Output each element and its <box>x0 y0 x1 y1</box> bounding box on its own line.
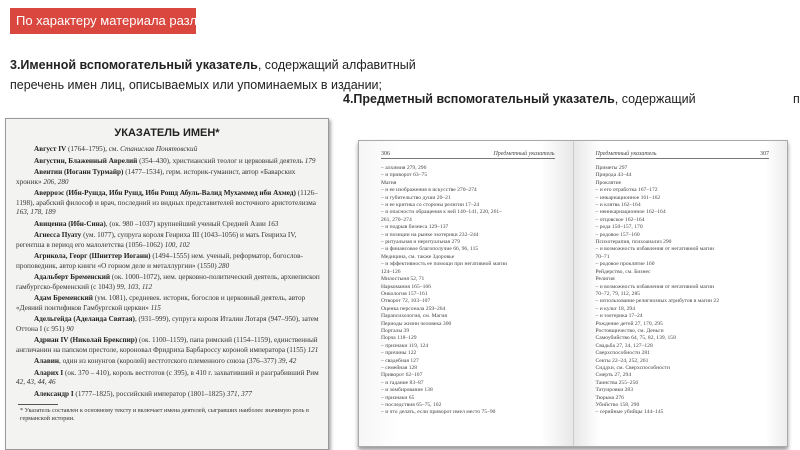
subject-entry: Порталы 39 <box>381 327 410 334</box>
entry-pages: 115 <box>150 303 161 312</box>
subject-entry: 261, 270–274 <box>381 216 412 223</box>
entry-text: , (931–999), супруга короля Италии Лотаря (947–950), затем Оттона I (с 951) <box>16 315 319 333</box>
entry-name: Август IV <box>34 145 67 153</box>
subject-entry: Приметы 297 <box>595 165 628 171</box>
subject-entry: Религия <box>595 276 615 283</box>
entry-text: (ок. 1100–1159), папа римский (1154–1159), единственный англичанин на папском престоле, короновал Фридриха Барбароссу короной императора (1155) <box>16 336 318 354</box>
subject-index-book <box>358 140 788 447</box>
subject-entry: – семейная 128 <box>381 364 418 371</box>
entry-pages: 90 <box>66 324 74 333</box>
subject-entry: – неинкарнационное 162–164 <box>595 209 666 216</box>
subject-entry: – алхимия 279, 296 <box>381 165 427 171</box>
running-head-left <box>381 151 555 159</box>
subject-entry: – и финансовое благополучие 66, 96, 115 <box>381 246 479 253</box>
index-entry <box>16 220 322 230</box>
subject-entry: Татуировки 283 <box>595 387 634 394</box>
subject-entry: Тюрьма 276 <box>595 394 624 401</box>
subject-entry: Психотерапия, психоанализ 290 <box>595 239 672 246</box>
item-4-text <box>343 92 696 106</box>
subject-entry: – инкарнационное 161–162 <box>595 194 661 201</box>
subject-entry: – родовое 157–160 <box>595 231 640 238</box>
subject-entry: Магия <box>381 179 397 186</box>
entry-pages: 39, 42 <box>278 357 297 365</box>
index-entry <box>16 294 322 313</box>
running-head-right <box>596 151 770 159</box>
subject-entry: – использование религиозных атрибутов в магии 22 <box>595 298 720 305</box>
entry-text: (ок. 370 – 410), король вестготов (с 395), в 410 г. захвативший и разграбивший Рим <box>63 368 319 377</box>
subject-entry: Онкология 157–161 <box>381 290 428 297</box>
entry-text: (1494–1555) нем. ученый, реформатор, богослов-проповедник, автор книги «О горном деле и металлургии» (1550) <box>16 252 303 270</box>
index-entry <box>16 315 322 334</box>
entry-text: (1477–1534), герм. историк-гуманист, автор «Баварских хроник» <box>16 168 296 186</box>
subject-entry: Периоды жизни человека 300 <box>381 320 452 327</box>
entry-pages: Станислав Понятовский <box>120 145 198 153</box>
entry-text: (ум. 1077), супруга короля Генриха III (1043–1056) и мать Генриха IV, регентша в период его малолетства (1056–1062) <box>16 231 297 249</box>
entry-name: Алавин <box>34 357 59 365</box>
entry-text: (ум. 1081), средневек. историк, богослов и церковный деятель, автор «Деяний понтификов Гамбургской церкви» <box>16 294 306 312</box>
index-entry <box>16 273 322 292</box>
subject-entry: – и возможность избавления от негативной магии <box>595 246 715 253</box>
book-page-left <box>359 141 574 446</box>
subject-entry: Оценка персонала 259–264 <box>381 305 446 312</box>
index-entry <box>16 168 322 187</box>
entry-pages: 121 <box>307 345 319 354</box>
entry-name: Авентин (Иоганн Турмайр) <box>34 168 124 176</box>
entry-text: (354–430), христианский теолог и церковный деятель <box>137 156 305 165</box>
entry-pages: 99, 103, 112 <box>116 282 153 291</box>
running-head-title: Предметный указатель <box>493 151 555 157</box>
subject-entry: – свадебная 127 <box>381 357 419 364</box>
subject-entry: – и клятва 162–164 <box>595 202 641 209</box>
index-entry <box>16 357 322 367</box>
entry-text: (ок. 1000–1072), нем. церковно-политический деятель, архиепископ гамбургско-бременский (с 1043) <box>16 273 320 291</box>
index-entry <box>16 157 322 167</box>
subject-entry: Секты 22–24, 252, 261 <box>595 357 649 364</box>
subject-entry: – и губительство души 20–21 <box>381 194 451 201</box>
subject-entry: Проклятие <box>595 179 622 186</box>
entry-name: Авиценна (Ибн-Сина) <box>34 219 106 228</box>
subject-entry: Свадьба 27, 34, 127–128 <box>595 342 653 349</box>
entry-text: , (ок. 980 –1037) крупнейший ученый Средней Азии <box>105 219 268 228</box>
subject-entry: Убийство 158, 290 <box>595 402 640 408</box>
subject-entry: – и подрыв бизнеса 129–137 <box>381 224 449 231</box>
entry-name: Адриан IV (Николай Брекспир) <box>34 336 138 344</box>
subject-entry: – и гадание 83–87 <box>381 379 424 386</box>
subject-entry: – и приворот 63–75 <box>381 172 428 179</box>
entry-text: , один из конунгов (королей) вестготского племенного союза (376–377) <box>58 357 279 365</box>
entry-pages: 42, 43, 44, 46 <box>16 378 56 386</box>
subject-entry: Милостыня 52, 71 <box>381 276 425 283</box>
name-index-title: УКАЗАТЕЛЬ ИМЕН* <box>114 127 220 139</box>
subject-entry: – причины 122 <box>381 350 417 357</box>
subject-entry: Приворот 62–107 <box>381 372 423 379</box>
item-3-term: 3.Именной вспомогательный указатель <box>10 58 258 72</box>
page-number: 306 <box>381 151 390 157</box>
subject-entry: Медицина, см. также Здоровье <box>381 253 455 260</box>
entry-text: (1777–1825), российский император (1801–1825) <box>73 389 227 398</box>
entry-name: Агнесса Пуату <box>34 231 82 239</box>
item-3-rest: , содержащий алфавитный <box>257 58 416 72</box>
subject-entry: – и его отработка 167–172 <box>595 187 658 194</box>
subject-entry: – отцовское 162–164 <box>595 216 645 223</box>
subject-entry: – серийные убийцы 144–145 <box>595 409 664 416</box>
entry-pages: 163, 178, 189 <box>16 208 56 216</box>
subject-entry: Рождение детей 27, 170, 295 <box>595 320 663 327</box>
entry-pages: 179 <box>304 156 316 165</box>
index-entry <box>16 231 322 250</box>
item-3-line2: перечень имен лиц, описываемых или упоминаемых в издании; <box>10 78 383 92</box>
page-number: 307 <box>760 151 769 157</box>
footnote: * Указатель составлен к основному тексту и включает имена деятелей, сыгравших наиболее значимую роль в германской истории. <box>20 407 309 422</box>
subject-entry: Самоубийство 64, 75, 82, 139, 158 <box>595 335 676 342</box>
item-4-term: 4.Предметный вспомогательный указатель <box>343 92 615 106</box>
subject-entry: – последствия 65–75, 102 <box>381 402 442 408</box>
subject-entry: – и ее изображения в искусстве 270–274 <box>381 187 477 194</box>
subject-entry: – признаки 119, 124 <box>381 342 429 349</box>
subject-entry: – и культ 18, 294 <box>595 305 636 312</box>
subject-entry: – ритуальная и неритуальная 279 <box>381 239 460 246</box>
subject-entry: Порча 118–129 <box>381 335 417 342</box>
slide-heading: По характеру материала различаются: <box>10 8 196 34</box>
subject-entry: Смерть 27, 294 <box>595 372 632 379</box>
index-entry <box>16 189 322 218</box>
subject-entry: – и позиции на рынке эзотерики 232–244 <box>381 231 479 238</box>
entry-name: Адальберт Бременский <box>34 273 111 281</box>
subject-entry: 124–126 <box>381 268 401 275</box>
item-4-rest: , содержащий <box>614 92 696 106</box>
entry-text: (1764–1795), см. <box>66 145 121 153</box>
footnote-rule <box>18 404 58 405</box>
entry-name: Александр I <box>34 389 74 398</box>
subject-entry: Сверхспособности 281 <box>595 350 650 357</box>
index-entry <box>16 390 322 400</box>
index-entry <box>16 252 322 271</box>
item-3-text <box>10 55 510 95</box>
book-page-right <box>574 141 788 446</box>
subject-entry: 70–71 <box>595 253 610 260</box>
subject-entry: Природа 43–44 <box>595 172 632 179</box>
subject-entry: Рейдерство, см. Бизнес <box>595 268 651 275</box>
index-entry <box>16 336 322 355</box>
item-4-cut-text: п <box>793 92 800 106</box>
entry-text: (1126–1198), арабский философ и врач, последний из видных представителей восточного аристотелизма <box>16 189 318 207</box>
subject-entry: Наркомания 165–166 <box>381 283 431 290</box>
subject-entry: – и ее критика со стороны религии 17–24 <box>381 202 480 209</box>
entry-name: Агрикола, Георг (Шниттер Иоганн) <box>34 252 151 260</box>
subject-entry: Ростовщичество, см. Деньги <box>595 327 664 334</box>
entry-pages: 100, 102 <box>164 240 190 249</box>
entry-name: Адам Бременский <box>34 294 93 302</box>
subject-entry: – признаки 65 <box>381 394 415 401</box>
entry-name: Адельгейда (Аделаида Святая) <box>34 315 135 323</box>
subject-entry: Парапсихология, см. Магия <box>381 313 447 320</box>
subject-entry: Таинства 255–256 <box>595 379 639 386</box>
entry-pages: 371, 377 <box>226 389 252 398</box>
entry-pages: 163 <box>267 219 279 228</box>
subject-entry: – рода 150–157, 170 <box>595 224 643 231</box>
subject-entry: – и эзотерика 17–24 <box>595 313 643 320</box>
index-entry <box>16 369 322 388</box>
subject-entry: 70–72, 79, 112, 285 <box>595 290 641 297</box>
subject-entry: – и что делать, если приворот имел место 75–90 <box>381 409 496 416</box>
subject-entry: Отворот 72, 103–107 <box>381 298 431 305</box>
subject-entry: – и зомбирование 138 <box>381 387 433 394</box>
subject-entry: – и эффективность ее помощи при негативной магии <box>381 261 508 268</box>
entry-pages: 206, 280 <box>43 177 69 186</box>
running-head-title: Предметный указатель <box>595 151 657 157</box>
subject-entry: – родовое проклятие 160 <box>595 261 655 268</box>
entry-pages: 280 <box>218 261 230 270</box>
entry-name: Аларих I <box>34 368 64 377</box>
subject-entry: – и возможность избавления от негативной магии <box>595 283 715 290</box>
entry-name: Аверроэс (Ибн-Рушда, Ибн Рушд, Ибн Рошд Абуль-Валид Мухаммед ибн Ахмед) <box>34 189 296 197</box>
subject-entry: Сиддхи, см. Сверхспособности <box>595 364 670 371</box>
index-entry <box>16 145 322 155</box>
name-index-scan <box>5 118 329 450</box>
entry-name: Августин, Блаженный Аврелий <box>34 156 138 165</box>
subject-entry: – и опасности обращения к ней 140–141, 220, 261– <box>381 209 502 216</box>
